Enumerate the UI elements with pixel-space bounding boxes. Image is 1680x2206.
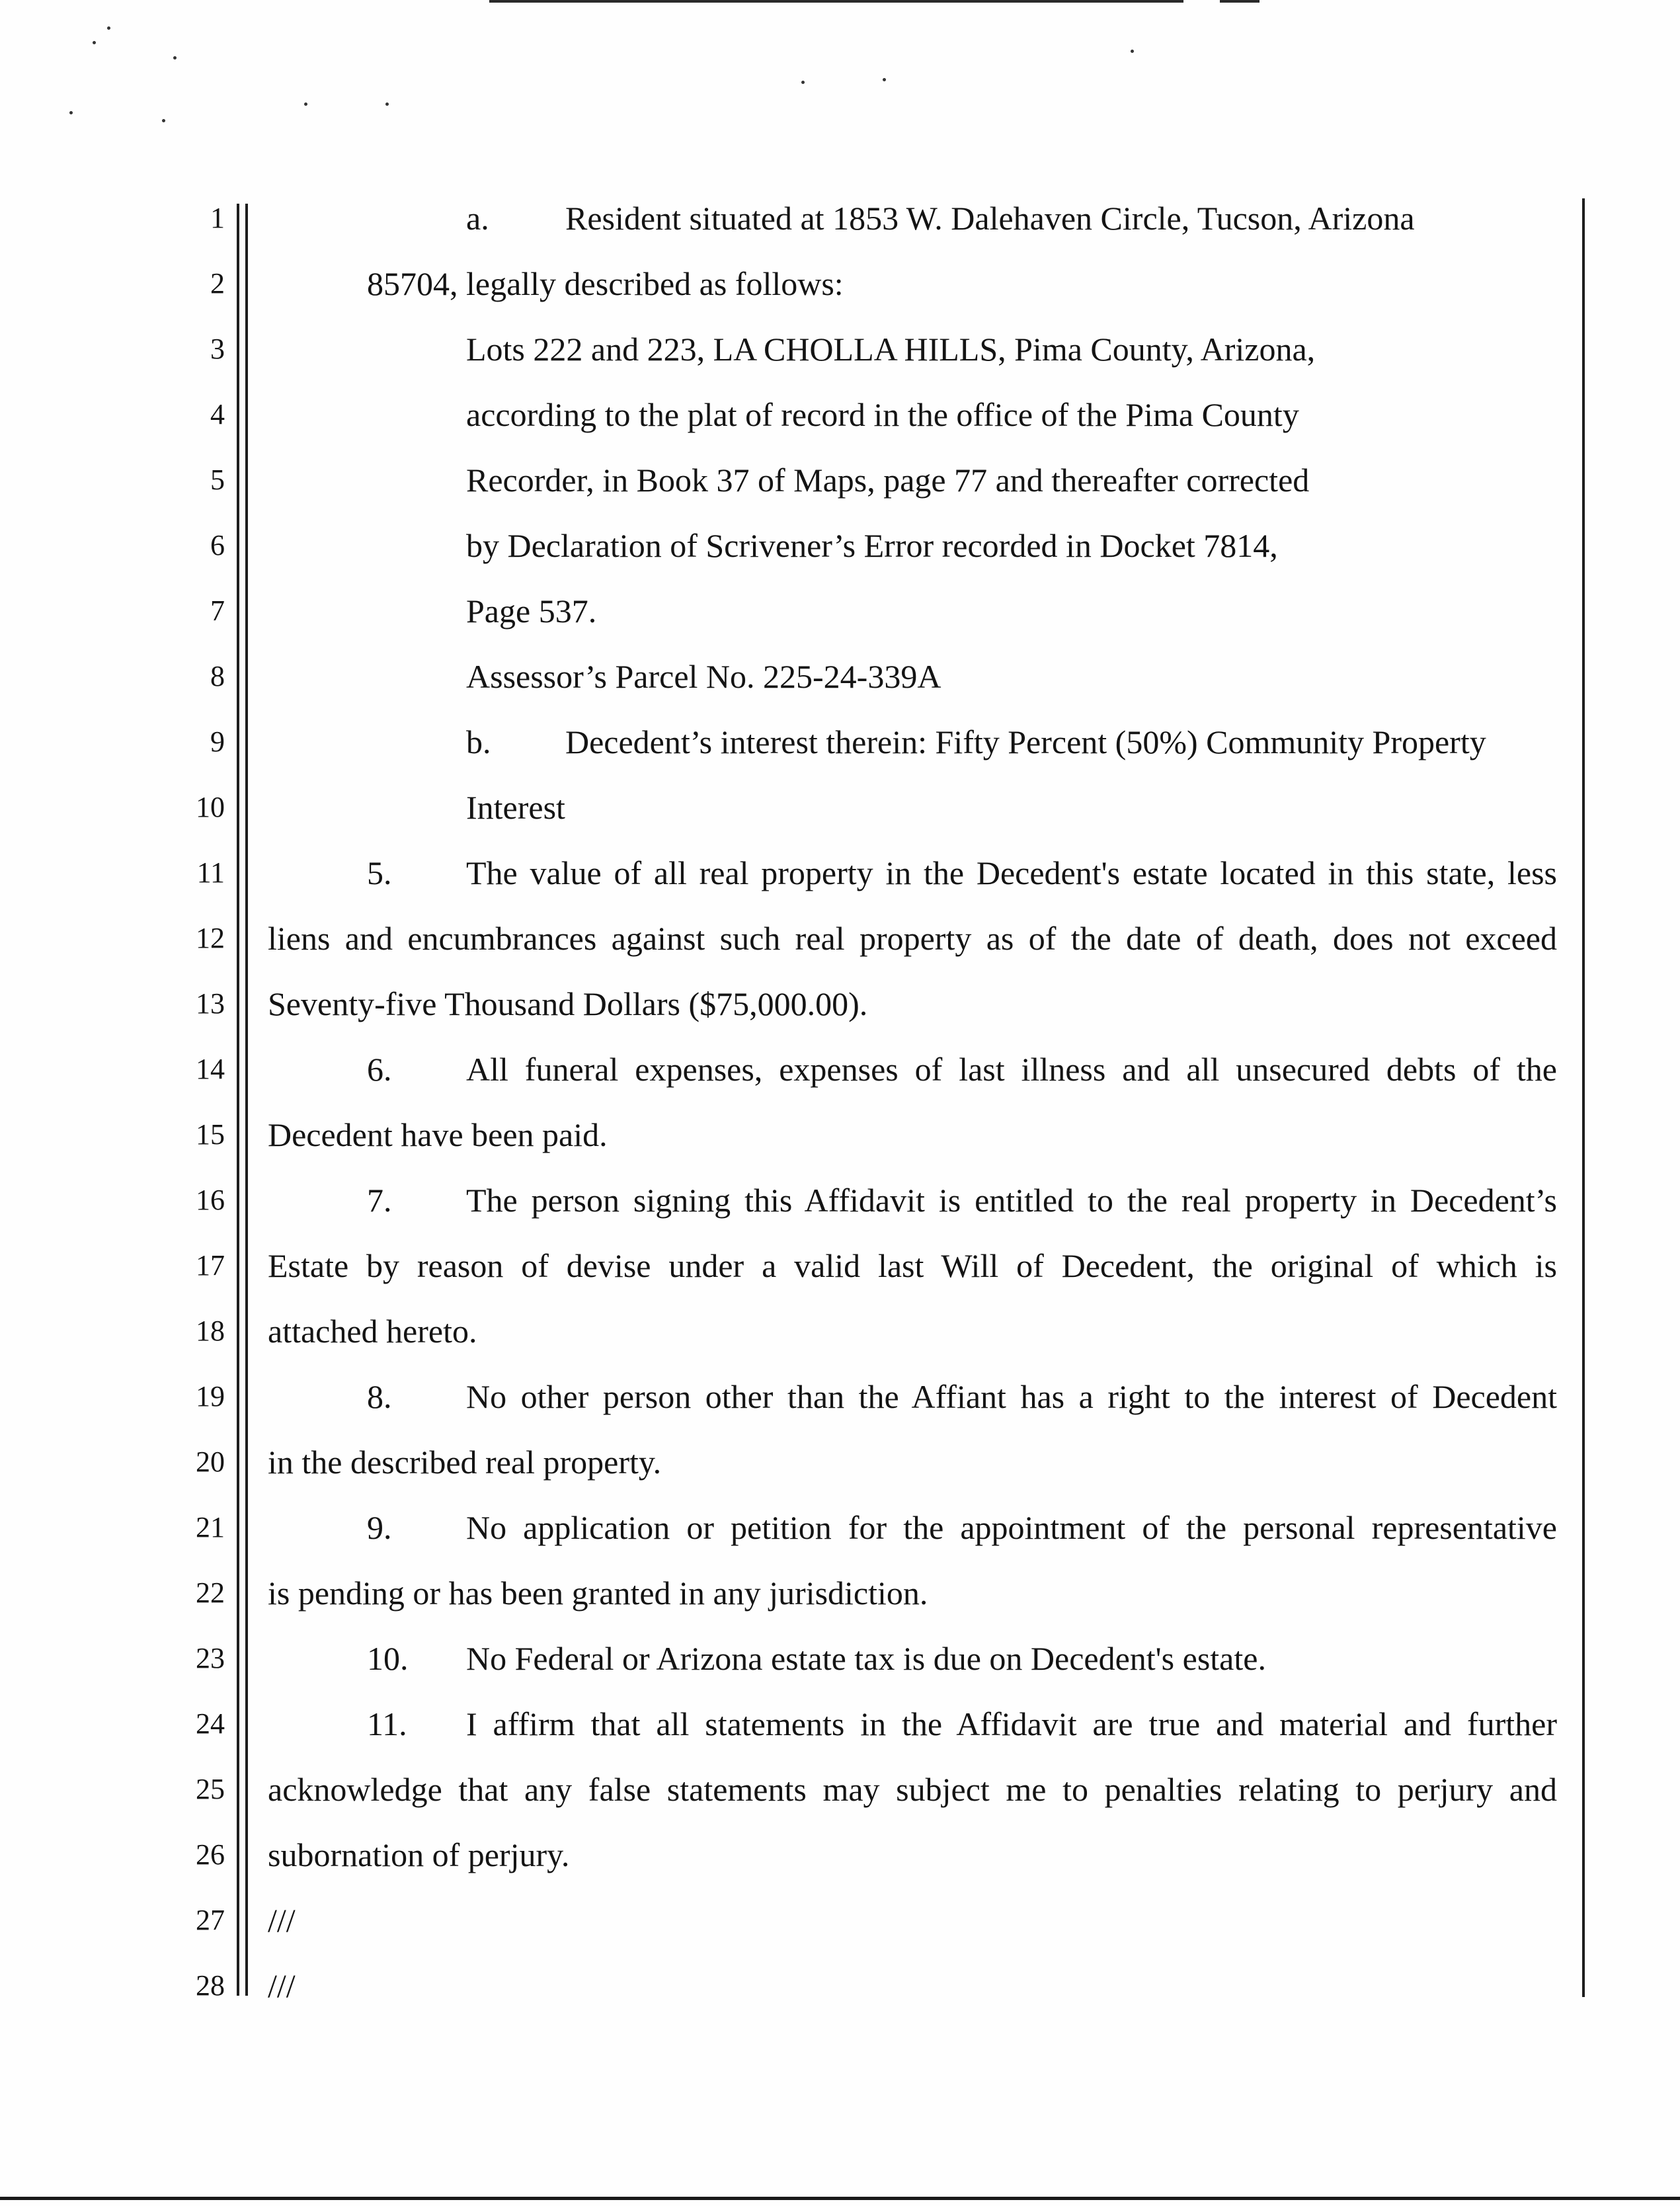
scan-speck (69, 111, 73, 114)
legal-description-line-1: Lots 222 and 223, LA CHOLLA HILLS, Pima County, Arizona, (466, 331, 1316, 368)
legal-description-line-5: Page 537. (466, 592, 597, 630)
item-b-line-2: Interest (466, 789, 565, 826)
legal-description-line-3: Recorder, in Book 37 of Maps, page 77 and thereafter corrected (466, 462, 1310, 499)
scan-speck (173, 56, 177, 60)
line-number: 20 (196, 1446, 225, 1478)
para-8-number: 8. (367, 1378, 392, 1415)
line-number: 5 (210, 464, 225, 496)
para-7-line-1: The person signing this Affidavit is entitled to the real property in Decedent’s (466, 1182, 1557, 1219)
para-10-line-1: No Federal or Arizona estate tax is due on Decedent's estate. (466, 1640, 1266, 1677)
item-b-marker: b. (466, 723, 491, 760)
para-11-line-2: acknowledge that any false statements may subject me to penalties relating to perjury and (268, 1771, 1557, 1808)
para-7-line-3: attached hereto. (268, 1313, 477, 1350)
scan-speck (1131, 50, 1134, 53)
para-6-line-1: All funeral expenses, expenses of last illness and all unsecured debts of the (466, 1051, 1557, 1088)
para-9-number: 9. (367, 1509, 392, 1546)
line-number: 8 (210, 660, 225, 692)
line-number: 19 (196, 1380, 225, 1412)
line-number: 6 (210, 529, 225, 561)
item-b-line-1: Decedent’s interest therein: Fifty Percent (50%) Community Property (565, 723, 1486, 760)
line-number: 3 (210, 333, 225, 365)
line-number: 9 (210, 725, 225, 758)
line-number: 4 (210, 398, 225, 430)
item-a-line-1: Resident situated at 1853 W. Dalehaven Circle, Tucson, Arizona (565, 200, 1415, 237)
scan-speck (801, 81, 805, 84)
line-number: 26 (196, 1838, 225, 1871)
scan-speck (883, 78, 886, 81)
para-5-line-2: liens and encumbrances against such real property as of the date of death, does not exceed (268, 920, 1557, 957)
line-number: 1 (210, 202, 225, 234)
line-number: 27 (196, 1904, 225, 1936)
line-number: 7 (210, 594, 225, 627)
scan-speck (162, 119, 165, 122)
scan-speck (93, 41, 96, 44)
line-number: 17 (196, 1249, 225, 1282)
para-7-line-2: Estate by reason of devise under a valid last Will of Decedent, the original of which is (268, 1247, 1557, 1284)
scan-speck (304, 102, 307, 106)
line-number: 28 (196, 1969, 225, 2002)
para-9-line-2: is pending or has been granted in any jurisdiction. (268, 1574, 928, 1612)
line-number: 23 (196, 1642, 225, 1674)
continuation-mark: /// (268, 1902, 296, 1939)
continuation-mark: /// (268, 1967, 296, 2004)
assessor-parcel-number: Assessor’s Parcel No. 225-24-339A (466, 658, 941, 695)
line-number: 21 (196, 1511, 225, 1543)
para-10-number: 10. (367, 1640, 409, 1677)
para-5-number: 5. (367, 854, 392, 891)
line-number: 10 (196, 791, 225, 823)
para-5-line-3: Seventy-five Thousand Dollars ($75,000.00). (268, 985, 868, 1022)
line-number: 12 (196, 922, 225, 954)
para-8-line-2: in the described real property. (268, 1444, 662, 1481)
scan-edge-bottom (0, 2197, 1680, 2200)
para-11-number: 11. (367, 1705, 407, 1742)
scan-edge-top (489, 0, 1183, 3)
scan-edge-top-short (1220, 0, 1260, 3)
left-margin-rule-inner (245, 204, 248, 1996)
item-a-line-2: 85704, legally described as follows: (367, 265, 844, 302)
line-number: 2 (210, 267, 225, 300)
line-number: 16 (196, 1184, 225, 1216)
legal-description-line-4: by Declaration of Scrivener’s Error recorded in Docket 7814, (466, 527, 1278, 564)
line-number: 15 (196, 1118, 225, 1151)
line-number: 13 (196, 987, 225, 1020)
para-7-number: 7. (367, 1182, 392, 1219)
line-number: 24 (196, 1707, 225, 1740)
scan-speck (385, 102, 389, 106)
para-5-line-1: The value of all real property in the Decedent's estate located in this state, less (466, 854, 1557, 891)
para-9-line-1: No application or petition for the appointment of the personal representative (466, 1509, 1557, 1546)
item-a-marker: a. (466, 200, 489, 237)
left-margin-rule-outer (237, 204, 239, 1996)
para-6-number: 6. (367, 1051, 392, 1088)
right-margin-rule (1582, 198, 1585, 1997)
para-6-line-2: Decedent have been paid. (268, 1116, 608, 1153)
line-number: 14 (196, 1053, 225, 1085)
para-11-line-3: subornation of perjury. (268, 1836, 570, 1873)
scan-speck (107, 26, 110, 30)
para-11-line-1: I affirm that all statements in the Affidavit are true and material and further (466, 1705, 1557, 1742)
legal-description-line-2: according to the plat of record in the office of the Pima County (466, 396, 1299, 433)
line-number: 11 (196, 856, 225, 889)
line-number: 18 (196, 1315, 225, 1347)
line-number: 25 (196, 1773, 225, 1805)
para-8-line-1: No other person other than the Affiant has a right to the interest of Decedent (466, 1378, 1557, 1415)
line-number: 22 (196, 1576, 225, 1609)
